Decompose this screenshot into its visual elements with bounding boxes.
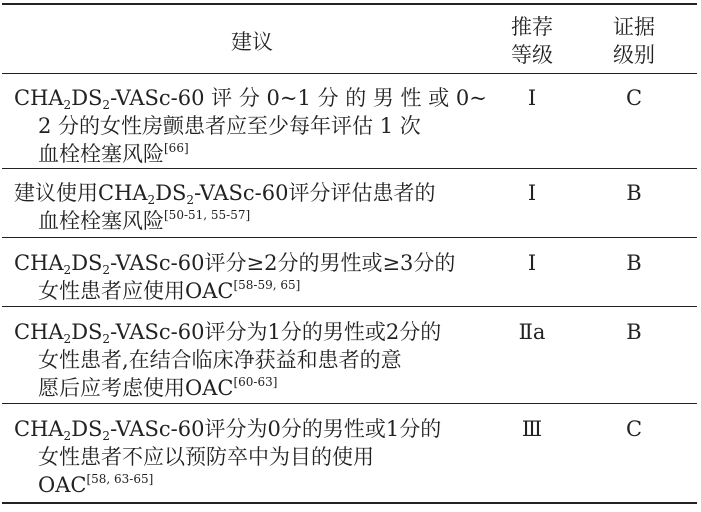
citation: [50-51, 55-57]	[164, 208, 251, 222]
header-evidence-line2: 级别	[613, 43, 655, 67]
header-recommendation: 建议	[231, 30, 273, 54]
subscript: 2	[147, 193, 156, 207]
text-segment: CHA	[14, 251, 64, 275]
table-row-3-recommendation	[14, 249, 490, 305]
recommendation-line	[14, 415, 490, 443]
table-row-5-evidence: C	[625, 417, 643, 441]
recommendation-line	[14, 443, 490, 471]
text-segment: CHA	[14, 86, 64, 110]
header-evidence	[594, 13, 674, 69]
text-segment: 女性患者应使用OAC	[38, 279, 234, 303]
text-segment: -VASc-60 评 分 0~1 分 的 男 性 或 0~	[110, 86, 487, 110]
header-level-line2: 等级	[511, 43, 553, 67]
recommendation-line	[14, 140, 490, 168]
citation: [58, 63-65]	[86, 472, 154, 486]
text-segment: DS	[71, 251, 103, 275]
table-row-3-evidence: B	[626, 251, 642, 275]
table-row-2-recommendation	[14, 179, 490, 235]
text-segment: -VASc-60评分评估患者的	[194, 181, 436, 205]
recommendation-line	[14, 179, 490, 207]
recommendation-line	[14, 277, 490, 305]
text-segment: -VASc-60评分≥2分的男性或≥3分的	[110, 251, 456, 275]
table-row-1-level: Ⅰ	[527, 86, 537, 110]
text-segment: 建议使用CHA	[14, 181, 148, 205]
text-segment: DS	[71, 86, 103, 110]
subscript: 2	[102, 263, 111, 277]
row-divider-3	[2, 306, 697, 307]
text-segment: CHA	[14, 320, 64, 344]
text-segment: 血栓栓塞风险	[38, 209, 164, 233]
text-segment: 2 分的女性房颤患者应至少每年评估 1 次	[38, 114, 421, 138]
row-divider-4	[2, 403, 697, 404]
recommendation-line	[14, 249, 490, 277]
subscript: 2	[102, 429, 111, 443]
table-row-3-level: Ⅰ	[527, 251, 537, 275]
row-divider-1	[2, 168, 697, 169]
citation: [60-63]	[233, 375, 278, 389]
subscript: 2	[102, 98, 111, 112]
recommendation-line	[14, 471, 490, 499]
recommendation-line	[14, 346, 490, 374]
text-segment: -VASc-60评分为1分的男性或2分的	[110, 320, 442, 344]
text-segment: 女性患者,在结合临床净获益和患者的意	[38, 348, 402, 372]
table-row-2-level: Ⅰ	[527, 181, 537, 205]
text-segment: DS	[71, 417, 103, 441]
subscript: 2	[63, 332, 72, 346]
text-segment: 血栓栓塞风险	[38, 142, 164, 166]
recommendation-line	[14, 84, 490, 112]
text-segment: 愿后应考虑使用OAC	[38, 376, 234, 400]
header-evidence-line1: 证据	[613, 15, 655, 39]
subscript: 2	[102, 332, 111, 346]
table-row-1-recommendation	[14, 84, 490, 168]
recommendation-line	[14, 318, 490, 346]
table-row-4-recommendation	[14, 318, 490, 402]
recommendation-line	[14, 112, 490, 140]
text-segment: OAC	[38, 473, 87, 497]
table-top-rule	[2, 3, 697, 5]
table-row-2-evidence: B	[626, 181, 642, 205]
table-row-5-recommendation	[14, 415, 490, 499]
table-row-1-evidence: C	[625, 86, 643, 110]
header-level-line1: 推荐	[511, 15, 553, 39]
table-row-4-evidence: B	[626, 320, 642, 344]
row-divider-2	[2, 237, 697, 238]
header-level	[492, 13, 572, 69]
text-segment: CHA	[14, 417, 64, 441]
recommendation-line	[14, 374, 490, 402]
subscript: 2	[63, 263, 72, 277]
subscript: 2	[186, 193, 195, 207]
citation: [66]	[164, 141, 189, 155]
table-row-5-level: Ⅲ	[521, 417, 543, 441]
text-segment: 女性患者不应以预防卒中为目的使用	[38, 445, 374, 469]
header-divider	[2, 73, 697, 74]
text-segment: -VASc-60评分为0分的男性或1分的	[110, 417, 442, 441]
text-segment: DS	[71, 320, 103, 344]
recommendation-line	[14, 207, 490, 235]
subscript: 2	[63, 98, 72, 112]
subscript: 2	[63, 429, 72, 443]
citation: [58-59, 65]	[233, 278, 301, 292]
table-bottom-rule	[2, 502, 697, 504]
table-row-4-level: Ⅱa	[518, 320, 546, 344]
text-segment: DS	[155, 181, 187, 205]
